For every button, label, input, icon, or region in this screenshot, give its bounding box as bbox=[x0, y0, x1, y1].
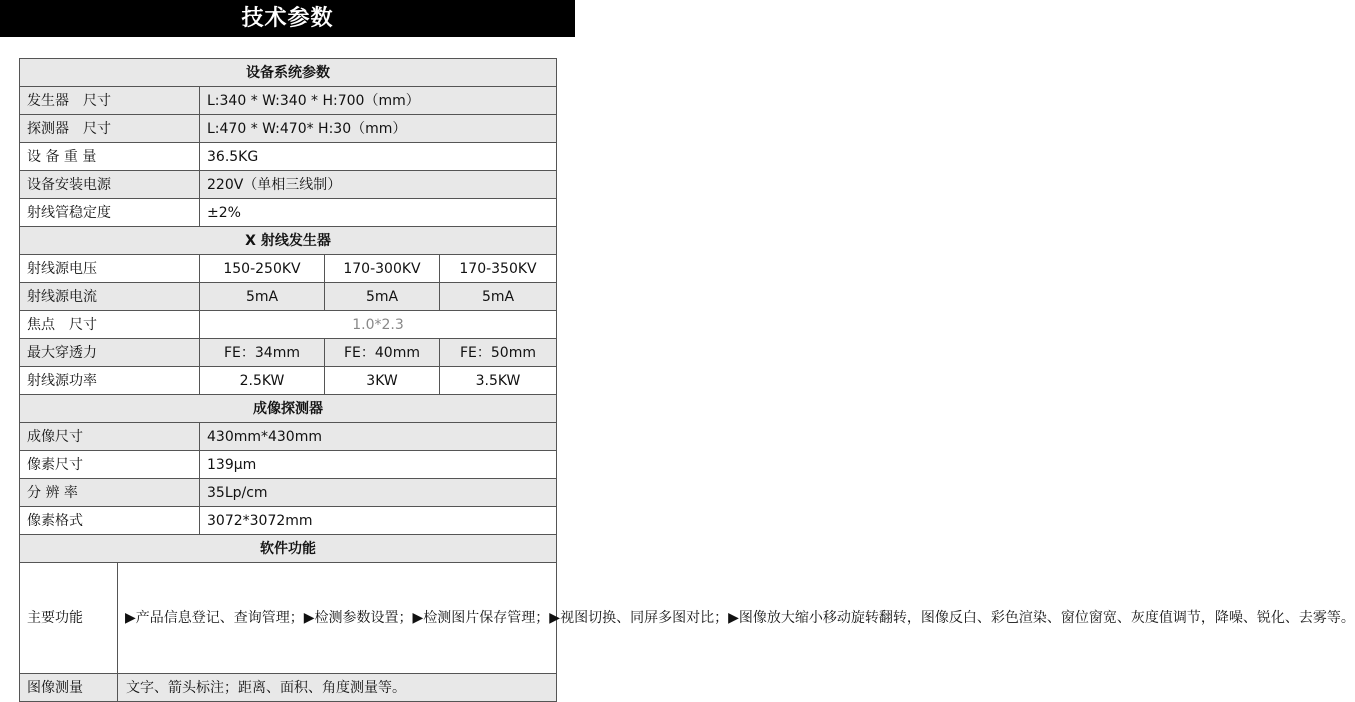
table-row bbox=[20, 199, 557, 227]
table-row bbox=[20, 255, 557, 283]
row-label: 焦点 尺寸 bbox=[20, 311, 200, 339]
table-row bbox=[20, 479, 557, 507]
row-label: 最大穿透力 bbox=[20, 339, 200, 367]
table-row bbox=[20, 143, 557, 171]
row-value: 430mm*430mm bbox=[200, 423, 557, 451]
row-value: 150-250KV bbox=[200, 255, 325, 283]
table-row bbox=[20, 339, 557, 367]
row-value: FE：40mm bbox=[325, 339, 440, 367]
section-header-xray bbox=[20, 227, 557, 255]
section-title: 设备系统参数 bbox=[20, 59, 557, 87]
row-label: 像素格式 bbox=[20, 507, 200, 535]
table-row bbox=[20, 423, 557, 451]
row-value: L:470 * W:470* H:30（mm） bbox=[200, 115, 557, 143]
row-value: 2.5KW bbox=[200, 367, 325, 395]
section-header-system bbox=[20, 59, 557, 87]
table-row bbox=[20, 674, 557, 702]
row-value: 5mA bbox=[325, 283, 440, 311]
row-value: 3072*3072mm bbox=[200, 507, 557, 535]
row-label: 成像尺寸 bbox=[20, 423, 200, 451]
row-label: 分 辨 率 bbox=[20, 479, 200, 507]
row-label: 主要功能 bbox=[20, 563, 118, 674]
spec-table bbox=[19, 58, 1355, 702]
table-row bbox=[20, 115, 557, 143]
feature-list: ▶产品信息登记、查询管理；▶检测参数设置；▶检测图片保存管理；▶视图切换、同屏多图对比；▶图像放大缩小移动旋转翻转，图像反白、彩色渲染、窗位窗宽、灰度值调节，降噪、锐化、去雾等。 bbox=[118, 563, 557, 674]
row-value: 35Lp/cm bbox=[200, 479, 557, 507]
table-row bbox=[20, 563, 557, 674]
row-label: 图像测量 bbox=[20, 674, 118, 702]
row-label: 射线源功率 bbox=[20, 367, 200, 395]
row-value: 220V（单相三线制） bbox=[200, 171, 557, 199]
row-value: 3KW bbox=[325, 367, 440, 395]
row-value: 3.5KW bbox=[440, 367, 557, 395]
section-header-detector bbox=[20, 395, 557, 423]
table-row bbox=[20, 311, 557, 339]
row-value: 文字、箭头标注；距离、面积、角度测量等。 bbox=[118, 674, 557, 702]
row-value: 5mA bbox=[200, 283, 325, 311]
row-label: 射线源电压 bbox=[20, 255, 200, 283]
section-title: 成像探测器 bbox=[20, 395, 557, 423]
row-value: FE：50mm bbox=[440, 339, 557, 367]
table-row bbox=[20, 451, 557, 479]
table-row bbox=[20, 367, 557, 395]
row-label: 射线管稳定度 bbox=[20, 199, 200, 227]
table-row bbox=[20, 87, 557, 115]
page-title: 技术参数 bbox=[0, 0, 575, 37]
row-label: 射线源电流 bbox=[20, 283, 200, 311]
row-value: 170-300KV bbox=[325, 255, 440, 283]
row-value: ±2% bbox=[200, 199, 557, 227]
row-label: 设备安装电源 bbox=[20, 171, 200, 199]
row-value: 170-350KV bbox=[440, 255, 557, 283]
row-value: 139μm bbox=[200, 451, 557, 479]
section-title: 软件功能 bbox=[20, 535, 557, 563]
table-row bbox=[20, 507, 557, 535]
row-label: 像素尺寸 bbox=[20, 451, 200, 479]
table-row bbox=[20, 171, 557, 199]
section-header-software bbox=[20, 535, 557, 563]
row-value: L:340 * W:340 * H:700（mm） bbox=[200, 87, 557, 115]
row-label: 探测器 尺寸 bbox=[20, 115, 200, 143]
row-value: 36.5KG bbox=[200, 143, 557, 171]
row-value: 1.0*2.3 bbox=[200, 311, 557, 339]
section-title: X 射线发生器 bbox=[20, 227, 557, 255]
table-row bbox=[20, 283, 557, 311]
row-value: 5mA bbox=[440, 283, 557, 311]
row-label: 设 备 重 量 bbox=[20, 143, 200, 171]
row-value: FE：34mm bbox=[200, 339, 325, 367]
row-label: 发生器 尺寸 bbox=[20, 87, 200, 115]
